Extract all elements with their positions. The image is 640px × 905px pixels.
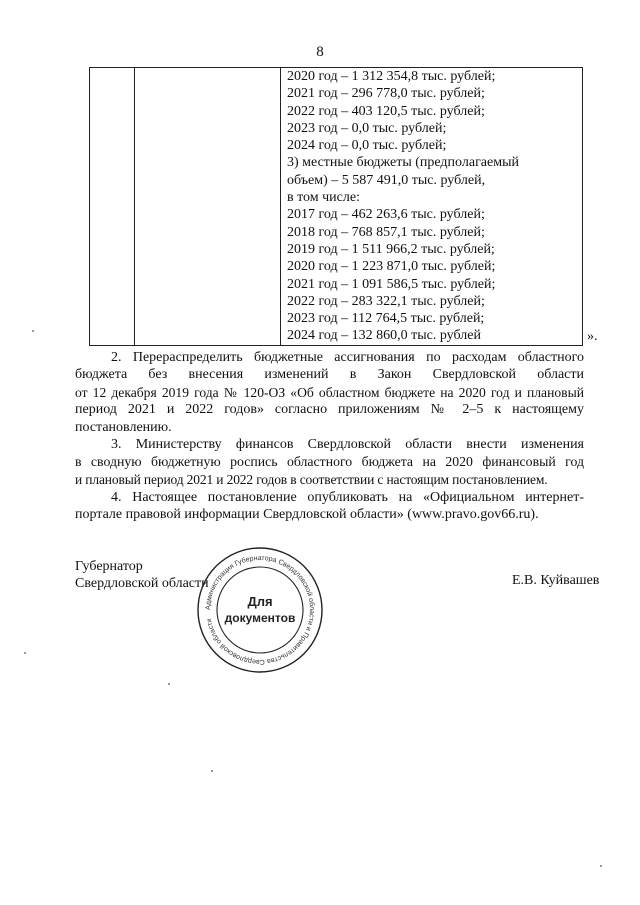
table-line: в том числе: <box>287 190 360 206</box>
table-line: 2022 год – 283 322,1 тыс. рублей; <box>287 293 485 309</box>
signatory-title-line: Губернатор <box>75 559 143 574</box>
paragraph-line: постановлению. <box>75 419 172 435</box>
signatory-name: Е.В. Куйвашев <box>512 573 600 588</box>
table-line: 3) местные бюджеты (предполагаемый <box>287 155 519 171</box>
table-line: 2023 год – 112 764,5 тыс. рублей; <box>287 311 485 327</box>
scan-speck <box>168 683 170 685</box>
closing-quote: ». <box>587 329 598 344</box>
table-line: 2017 год – 462 263,6 тыс. рублей; <box>287 207 485 223</box>
paragraph-4 <box>75 489 584 524</box>
paragraph-line: период 2021 и 2022 годов» согласно приложениям № 2–5 к настоящему <box>75 402 584 418</box>
table-cell-text <box>287 68 567 345</box>
paragraph-line: бюджета без внесения изменений в Закон Свердловской области <box>75 367 584 383</box>
signatory-title <box>75 558 209 593</box>
stamp-ring-text: Администрация Губернатора Свердловской области и Правительства Свердловской области <box>204 554 316 666</box>
stamp-center-line-1: Для <box>247 594 273 609</box>
paragraph-line: 3. Министерству финансов Свердловской области внести изменения <box>111 437 584 452</box>
paragraph-line: 2. Перераспределить бюджетные ассигнования по расходам областного <box>111 350 584 365</box>
page-number: 8 <box>316 44 324 60</box>
budget-table <box>89 67 583 346</box>
paragraph-3 <box>75 436 584 488</box>
paragraph-line: портале правовой информации Свердловской области» (www.pravo.gov66.ru). <box>75 507 539 523</box>
table-line: 2024 год – 132 860,0 тыс. рублей <box>287 328 481 344</box>
paragraph-2 <box>75 349 584 436</box>
table-line: 2020 год – 1 312 354,8 тыс. рублей; <box>287 69 496 84</box>
table-line: 2022 год – 403 120,5 тыс. рублей; <box>287 103 485 119</box>
scan-speck <box>600 865 602 867</box>
table-line: 2021 год – 296 778,0 тыс. рублей; <box>287 86 485 102</box>
table-col-border-2 <box>134 67 135 346</box>
stamp-inner-ring <box>217 567 303 653</box>
table-col-border-1 <box>89 67 90 346</box>
paragraph-line: в сводную бюджетную роспись областного бюджета на 2020 финансовый год <box>75 454 584 470</box>
signatory-title-line: Свердловской области <box>75 576 209 592</box>
stamp-center-line-2: документов <box>224 611 296 625</box>
table-bottom-border <box>89 345 583 346</box>
table-line: 2024 год – 0,0 тыс. рублей; <box>287 138 447 154</box>
paragraph-line: и плановый период 2021 и 2022 годов в соответствии с настоящим постановлением. <box>75 471 548 487</box>
table-line: 2020 год – 1 223 871,0 тыс. рублей; <box>287 259 496 275</box>
table-line: 2019 год – 1 511 966,2 тыс. рублей; <box>287 241 495 257</box>
table-line: объем) – 5 587 491,0 тыс. рублей, <box>287 172 486 188</box>
table-col-border-4 <box>582 67 583 346</box>
paragraph-line: от 12 декабря 2019 года № 120-ОЗ «Об областном бюджете на 2020 год и плановый <box>75 384 584 400</box>
official-stamp <box>190 540 330 680</box>
table-col-border-3 <box>280 67 281 346</box>
scan-speck <box>32 330 34 332</box>
scan-speck <box>211 770 213 772</box>
paragraph-line: 4. Настоящее постановление опубликовать на «Официальном интернет- <box>111 490 584 505</box>
table-line: 2023 год – 0,0 тыс. рублей; <box>287 120 447 136</box>
table-line: 2021 год – 1 091 586,5 тыс. рублей; <box>287 276 496 292</box>
scan-speck <box>24 652 26 654</box>
table-line: 2018 год – 768 857,1 тыс. рублей; <box>287 224 485 240</box>
